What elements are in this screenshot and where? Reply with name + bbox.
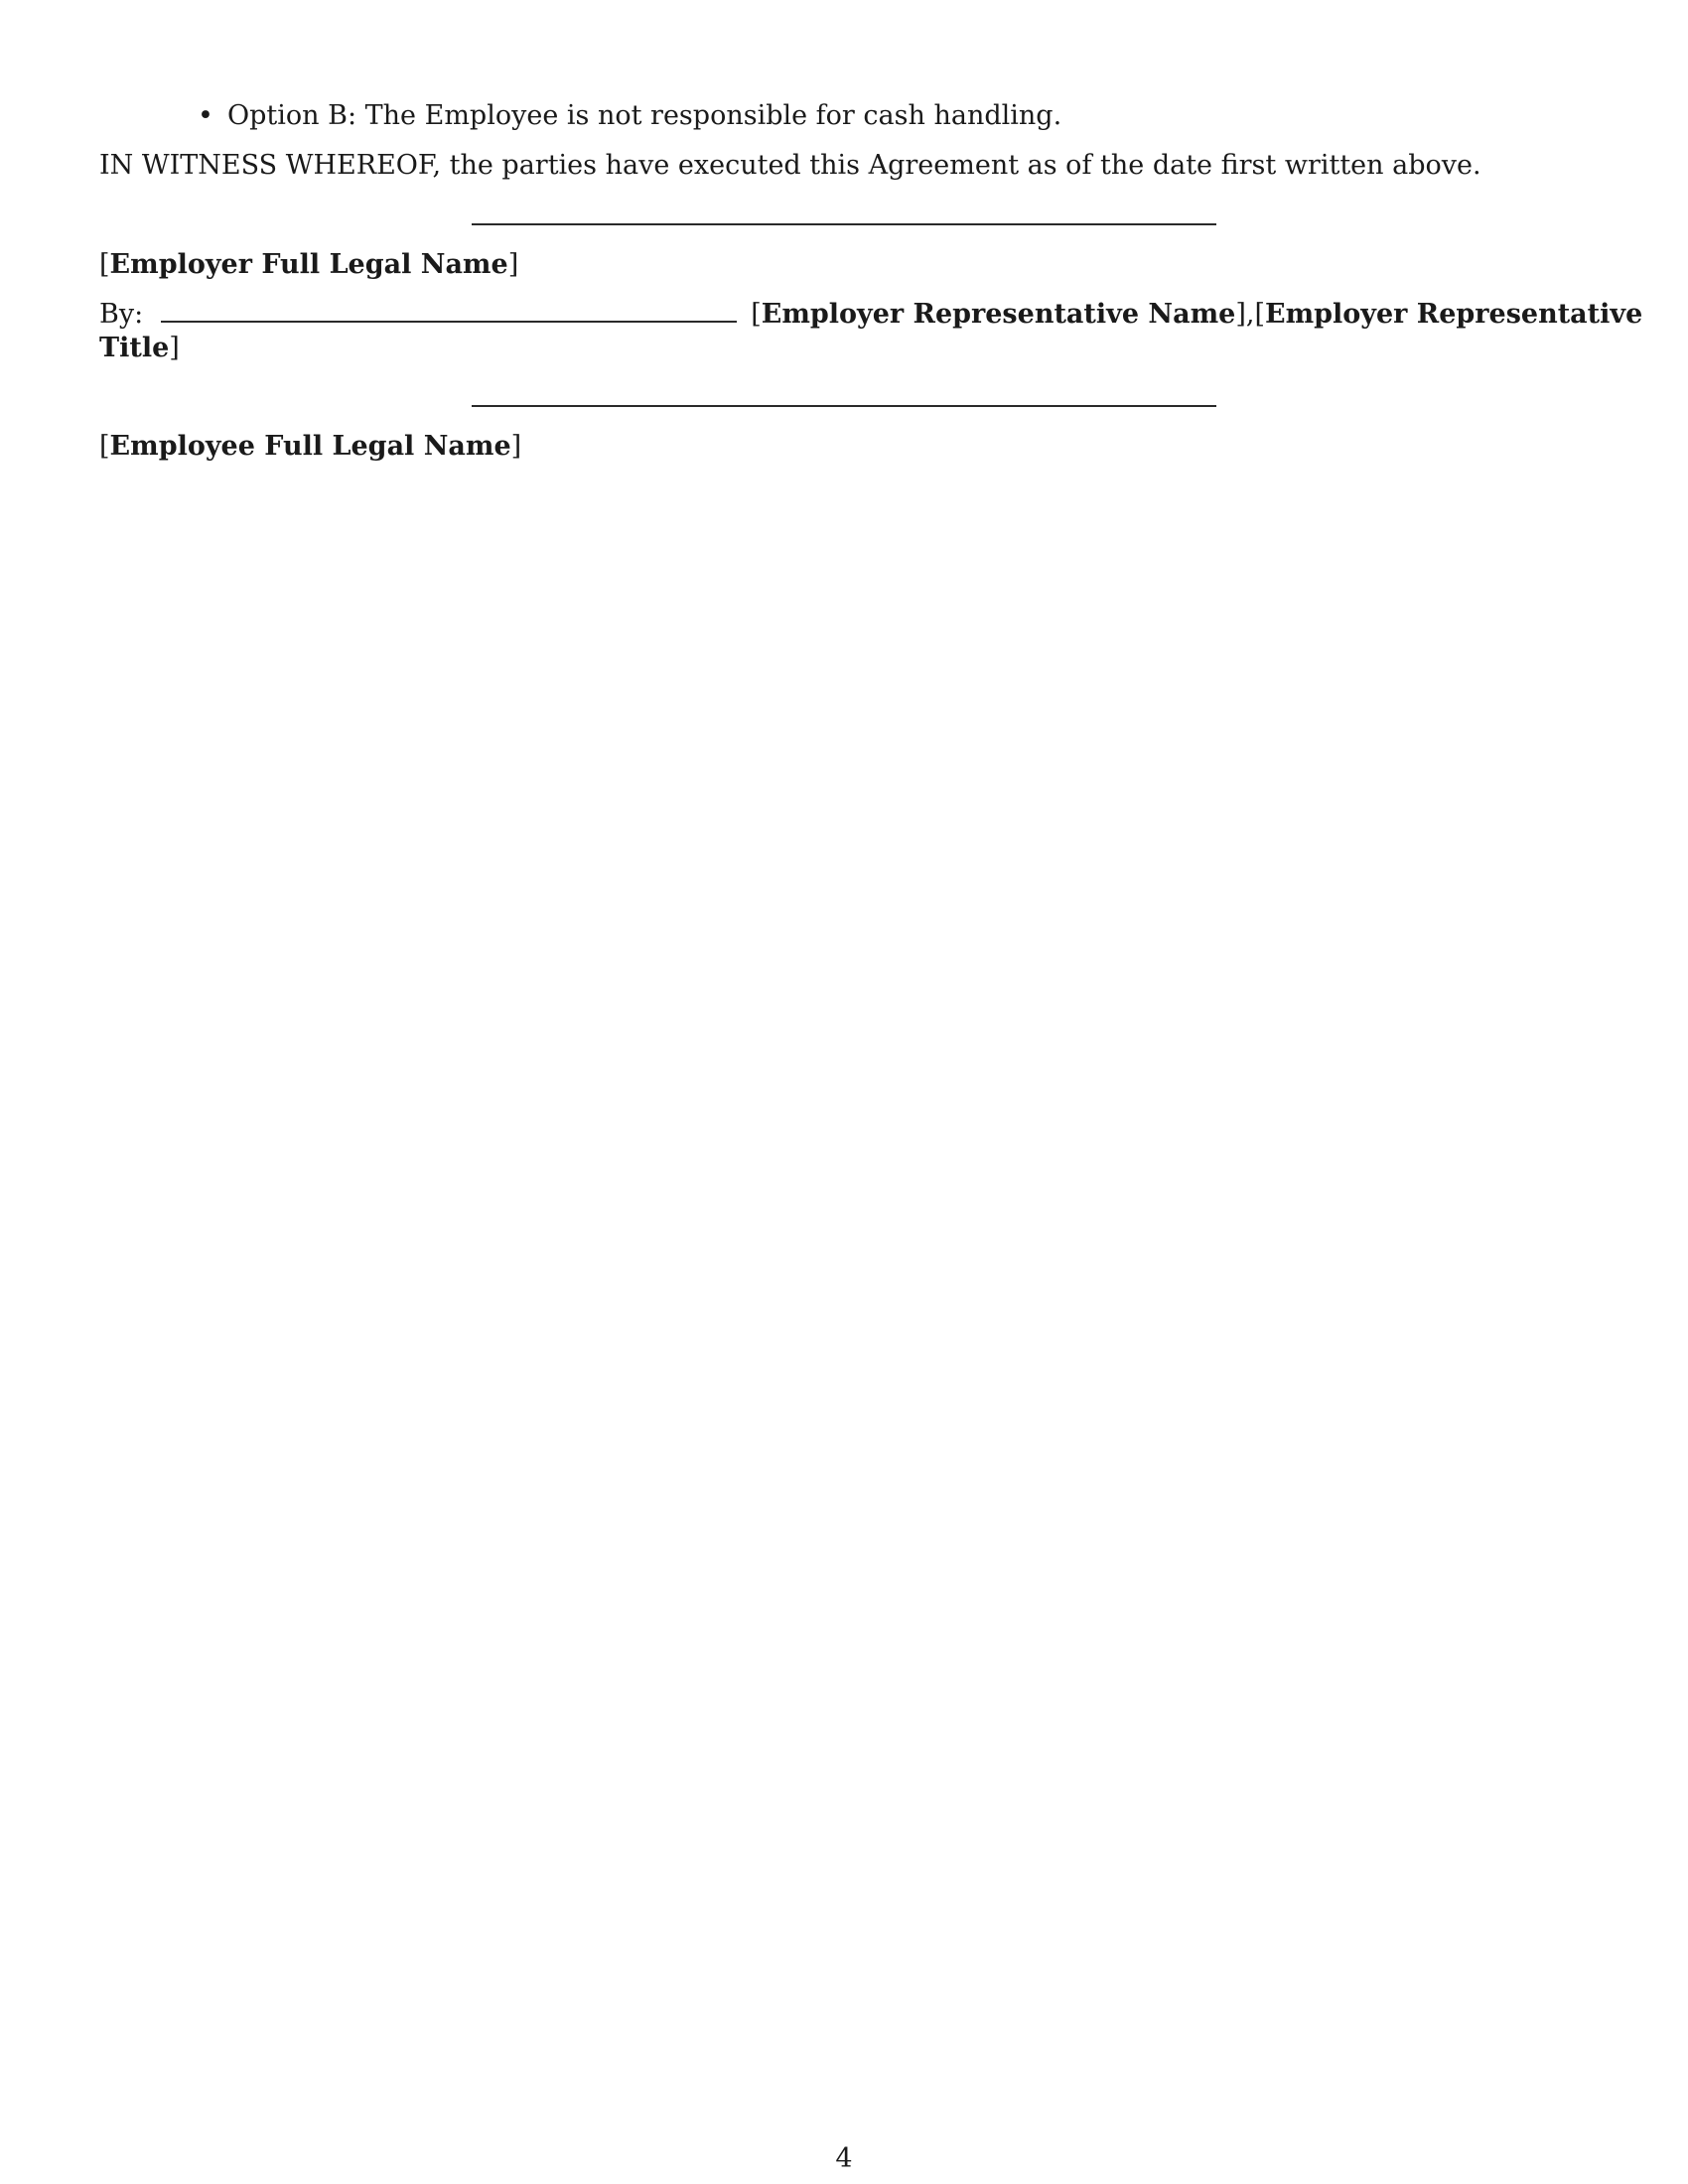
employer-full-legal-name: Employer Full Legal Name: [109, 249, 508, 280]
witness-clause: IN WITNESS WHEREOF, the parties have executed this Agreement as of the date first written above.: [99, 150, 1481, 181]
employer-signature-line: [472, 223, 1216, 225]
employer-representative-name: Employer Representative Name: [761, 299, 1236, 330]
employer-name-block: [99, 248, 518, 282]
employee-name-block: [99, 430, 521, 464]
bracket-open: [: [99, 249, 110, 280]
employee-signature-line: [472, 405, 1216, 407]
bullet-text: Option B: The Employee is not responsible for cash handling.: [227, 100, 1062, 131]
employer-representative-title-part2: Title: [99, 333, 170, 363]
by-signature-blank: [161, 299, 737, 323]
bracket-open: [: [99, 431, 110, 462]
bullet-list-item: [198, 99, 1061, 133]
page-number: 4: [835, 2143, 853, 2174]
employee-full-legal-name: Employee Full Legal Name: [109, 431, 511, 462]
bullet-icon: •: [198, 100, 213, 131]
bracket-close: ]: [507, 249, 519, 280]
by-signature-block: By: [ Employer Representative Name ] , [Employer Representative Title]: [99, 299, 1643, 363]
employer-representative-title-part1: Employer Representative: [1265, 299, 1643, 330]
bracket-close: ]: [510, 431, 522, 462]
separator: ,: [1245, 299, 1255, 330]
by-label: By:: [99, 299, 144, 330]
